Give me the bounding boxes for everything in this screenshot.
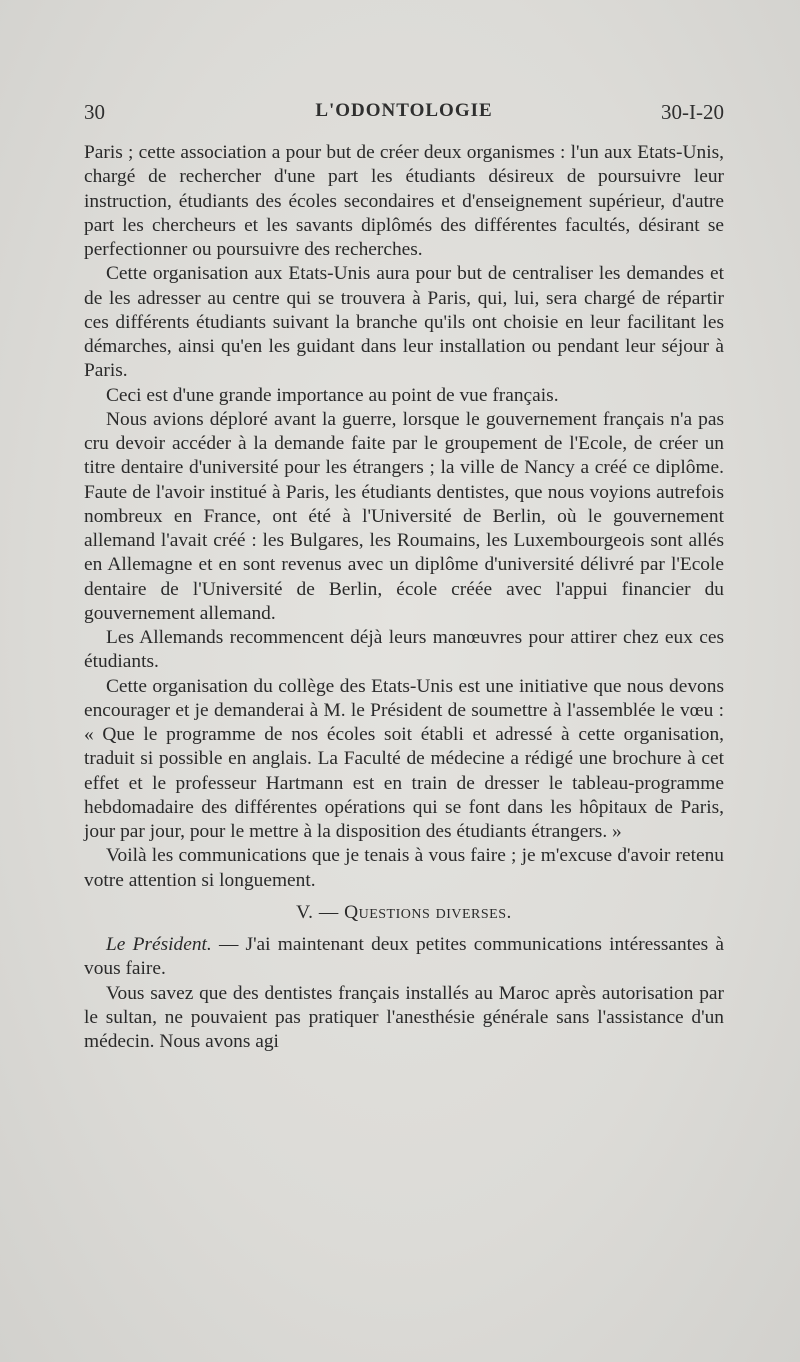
running-header	[84, 100, 724, 132]
paragraph: Nous avions déploré avant la guerre, lorsque le gouvernement français n'a pas cru devoir accéder à la demande faite par le groupement de l'Ecole, de créer un titre dentaire d'université pour les étrangers ; la ville de Nancy a créé ce diplôme. Faute de l'avoir institué à Paris, les étudiants dentistes, que nous voyions autrefois nombreux en France, ont été à l'Université de Berlin, où le gouvernement allemand l'avait créé : les Bulgares, les Roumains, les Luxembourgeois sont allés en Allemagne et en sont revenus avec un diplôme d'université délivré par l'Ecole dentaire de l'Université de Berlin, école créée avec l'appui financier du gouvernement allemand.	[84, 408, 724, 624]
speaker-label: Le Président.	[106, 934, 212, 955]
paragraph: Cette organisation aux Etats-Unis aura pour but de centraliser les demandes et de les adresser au centre qui se trouvera à Paris, qui, lui, sera chargé de répartir ces différents étudiants suivant la branche qu'ils ont choisie en leur facilitant les démarches, ainsi qu'en les guidant dans leur installation ou pendant leur séjour à Paris.	[84, 263, 724, 382]
journal-title: L'ODONTOLOGIE	[315, 100, 493, 121]
paragraph: Ceci est d'une grande importance au point de vue français.	[106, 384, 559, 406]
paragraph: Vous savez que des dentistes français installés au Maroc après autorisation par le sultan, ne pouvaient pas pratiquer l'anesthésie générale sans l'assistance d'un médecin. Nous avons agi	[84, 982, 724, 1052]
speaker-text: — J'ai maintenant deux petites communications intéressantes à vous faire.	[84, 934, 725, 980]
paragraph: Paris ; cette association a pour but de créer deux organismes : l'un aux Etats-Unis, chargé de rechercher d'une part les étudiants désireux de poursuivre leur instruction, étudiants des écoles secondaires et d'enseignement supérieur, d'autre part les chercheurs et les savants diplômés des différentes facultés, désirant se perfectionner ou poursuivre des recherches.	[84, 142, 724, 260]
page-number: 30	[84, 100, 105, 124]
page-body	[84, 141, 724, 1054]
president-paragraph	[84, 933, 724, 982]
paragraph: Les Allemands recommencent déjà leurs manœuvres pour attirer chez eux ces étudiants.	[84, 627, 724, 673]
paragraph: Voilà les communications que je tenais à vous faire ; je m'excuse d'avoir retenu votre attention si longuement.	[84, 845, 724, 891]
issue-date: 30-I-20	[661, 100, 724, 124]
section-heading: V. — Questions diverses.	[296, 901, 512, 923]
paragraph: Cette organisation du collège des Etats-Unis est une initiative que nous devons encourager et je demanderai à M. le Président de soumettre à l'assemblée le vœu : « Que le programme de nos écoles soit établi et adressé à cette organisation, traduit si possible en anglais. La Faculté de médecine a rédigé une brochure à cet effet et le professeur Hartmann est en train de dresser le tableau-programme hebdomadaire des différentes opérations qui se font dans les hôpitaux de Paris, jour par jour, pour le mettre à la disposition des étudiants étrangers. »	[84, 675, 724, 842]
